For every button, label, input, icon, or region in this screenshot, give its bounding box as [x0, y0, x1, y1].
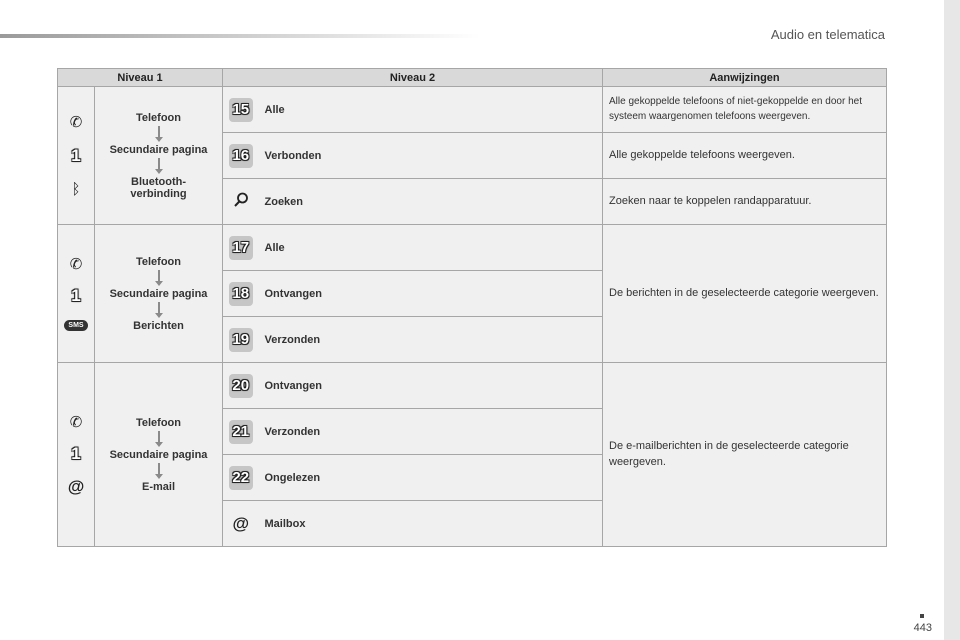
path-step: Secundaire pagina [109, 448, 208, 461]
path-step: Telefoon [135, 255, 181, 268]
at-icon: @ [67, 476, 85, 496]
header-gradient-bar [0, 34, 480, 38]
number-badge: 20 [229, 374, 253, 398]
path-step: Telefoon [135, 111, 181, 124]
table-row [58, 363, 887, 409]
level1-icons-cell [58, 87, 95, 225]
arrow-down-icon [155, 158, 163, 174]
note-text: Zoeken naar te koppelen randapparatuur. [603, 179, 887, 225]
level2-icon-cell [223, 87, 259, 133]
note-text: Alle gekoppelde telefoons weergeven. [603, 133, 887, 179]
level2-label: Verzonden [259, 409, 603, 455]
level2-icon-cell [223, 409, 259, 455]
number-1-badge: 1 [71, 285, 81, 305]
path-step: Berichten [133, 319, 184, 332]
header-level1: Niveau 1 [58, 69, 223, 87]
level1-path-cell [95, 87, 223, 225]
level1-icons-cell [58, 225, 95, 363]
note-text: Alle gekoppelde telefoons of niet-gekoppelde en door het systeem waargenomen telefoons weergeven. [603, 87, 887, 133]
number-badge: 21 [229, 420, 253, 444]
number-1-badge: 1 [71, 443, 81, 463]
level2-icon-cell [223, 225, 259, 271]
level2-icon-cell [223, 363, 259, 409]
number-badge: 17 [229, 236, 253, 260]
phone-icon: ✆ [69, 255, 83, 273]
number-badge: 15 [229, 98, 253, 122]
arrow-down-icon [155, 270, 163, 286]
header-notes: Aanwijzingen [603, 69, 887, 87]
level1-icons-cell [58, 363, 95, 547]
page-number: 443 [913, 622, 932, 634]
level2-icon-cell [223, 317, 259, 363]
note-text: De berichten in de geselecteerde categorie weergeven. [603, 225, 887, 363]
level2-label: Zoeken [259, 179, 603, 225]
level2-label: Verzonden [259, 317, 603, 363]
number-badge: 22 [229, 466, 253, 490]
level2-label: Alle [259, 225, 603, 271]
path-step: E-mail [141, 480, 175, 493]
path-step: Secundaire pagina [109, 287, 208, 300]
number-badge: 19 [229, 328, 253, 352]
page-marker [920, 614, 924, 618]
at-icon: @ [232, 514, 250, 533]
level2-icon-cell [223, 179, 259, 225]
level2-icon-cell [223, 133, 259, 179]
number-1-badge: 1 [71, 145, 81, 165]
path-step: Bluetooth-verbinding [130, 175, 187, 200]
table-row [58, 225, 887, 271]
phone-icon: ✆ [69, 113, 83, 131]
header-level2: Niveau 2 [223, 69, 603, 87]
arrow-down-icon [155, 431, 163, 447]
menu-table [57, 68, 887, 547]
path-step: Telefoon [135, 416, 181, 429]
number-badge: 16 [229, 144, 253, 168]
note-text: De e-mailberichten in de geselecteerde categorie weergeven. [603, 363, 887, 547]
arrow-down-icon [155, 126, 163, 142]
arrow-down-icon [155, 463, 163, 479]
level2-label: Verbonden [259, 133, 603, 179]
page-header-title: Audio en telematica [770, 27, 885, 42]
level2-label: Ontvangen [259, 363, 603, 409]
phone-icon: ✆ [69, 413, 83, 431]
table-header-row [58, 69, 887, 87]
level2-label: Ontvangen [259, 271, 603, 317]
level2-label: Ongelezen [259, 455, 603, 501]
page-edge-strip [944, 0, 960, 640]
level2-icon-cell [223, 501, 259, 547]
number-badge: 18 [229, 282, 253, 306]
path-step: Secundaire pagina [109, 143, 208, 156]
level2-icon-cell [223, 271, 259, 317]
sms-icon: SMS [64, 320, 87, 331]
level2-label: Mailbox [259, 501, 603, 547]
table-row [58, 87, 887, 133]
bluetooth-icon: ᛒ [71, 180, 81, 198]
search-icon [232, 191, 250, 209]
arrow-down-icon [155, 302, 163, 318]
level2-label: Alle [259, 87, 603, 133]
level1-path-cell [95, 225, 223, 363]
level1-path-cell [95, 363, 223, 547]
level2-icon-cell [223, 455, 259, 501]
